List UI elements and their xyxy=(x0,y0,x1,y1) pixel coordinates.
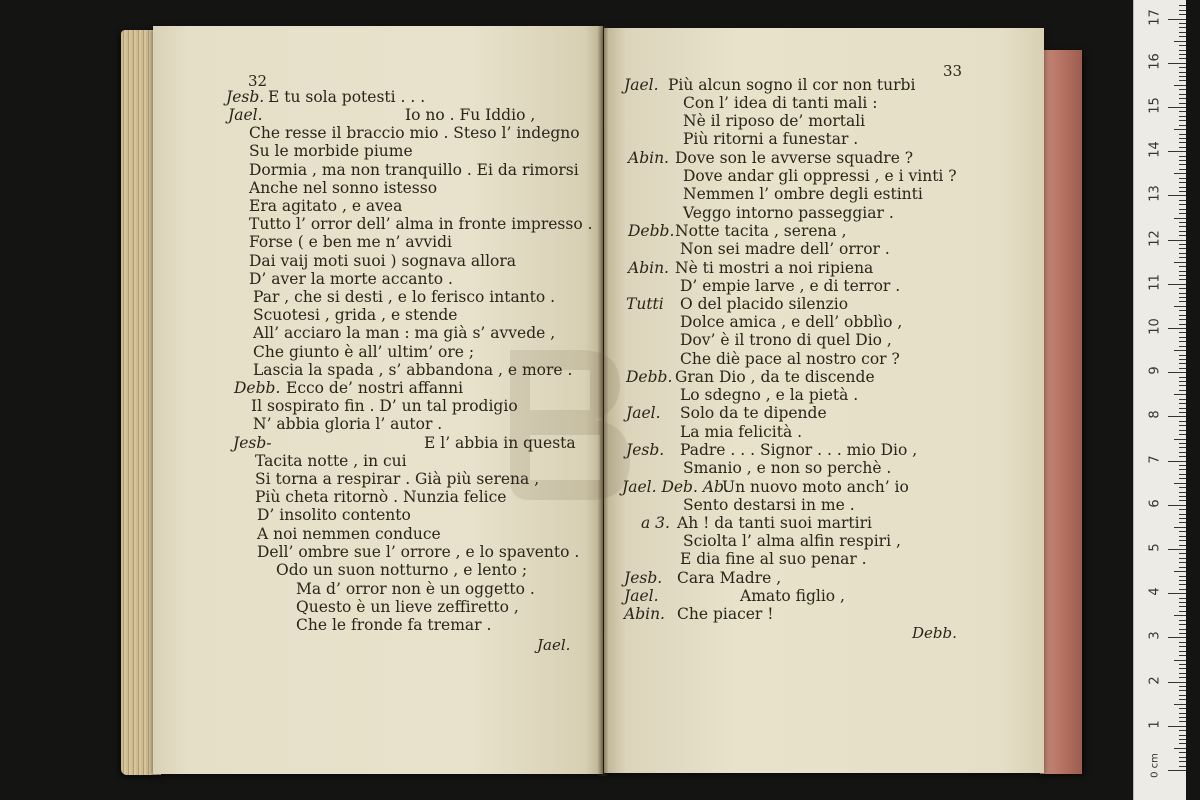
ruler-tick xyxy=(1179,713,1186,714)
verse-line: N’ abbia gloria l’ autor . xyxy=(253,415,443,433)
ruler-tick xyxy=(1168,63,1186,64)
ruler-tick xyxy=(1174,439,1186,440)
ruler-tick xyxy=(1179,346,1186,347)
ruler-tick xyxy=(1168,549,1186,550)
ruler-tick xyxy=(1179,492,1186,493)
right-page-number: 33 xyxy=(943,62,963,80)
ruler-number: 8 xyxy=(1147,410,1163,420)
verse-line: Dov’ è il trono di quel Dio , xyxy=(680,331,892,349)
verse-line: Ah ! da tanti suoi martiri xyxy=(677,514,872,532)
verse-line: Anche nel sonno istesso xyxy=(249,179,438,197)
ruler-tick xyxy=(1179,425,1186,426)
ruler-tick xyxy=(1179,156,1186,157)
ruler-tick xyxy=(1179,111,1186,112)
verse-line: Lo sdegno , e la pietà . xyxy=(680,386,859,404)
ruler-tick xyxy=(1179,368,1186,369)
ruler-tick xyxy=(1179,677,1186,678)
verse-line: Dolce amica , e dell’ obblìo , xyxy=(680,313,903,331)
ruler-tick xyxy=(1179,244,1186,245)
verse-line: Padre . . . Signor . . . mio Dio , xyxy=(680,441,918,459)
ruler-tick xyxy=(1179,293,1186,294)
ruler-tick xyxy=(1179,408,1186,409)
ruler-number: 14 xyxy=(1147,141,1163,158)
ruler-number: 17 xyxy=(1147,8,1163,26)
ruler-tick xyxy=(1179,98,1186,99)
ruler-tick xyxy=(1174,571,1186,572)
ruler-tick xyxy=(1168,461,1186,462)
ruler-tick xyxy=(1179,301,1186,302)
ruler-tick xyxy=(1179,730,1186,731)
ruler-tick xyxy=(1179,182,1186,183)
verse-line: All’ acciaro la man : ma già s’ avvede , xyxy=(253,324,556,342)
verse-line: Si torna a respirar . Già più serena , xyxy=(255,470,540,488)
ruler-tick xyxy=(1179,553,1186,554)
ruler-tick xyxy=(1179,735,1186,736)
book-cover-right xyxy=(1040,50,1082,774)
ruler-tick xyxy=(1168,593,1186,594)
ruler-tick xyxy=(1174,660,1186,661)
ruler-tick xyxy=(1179,465,1186,466)
ruler-tick xyxy=(1179,403,1186,404)
ruler-tick xyxy=(1179,642,1186,643)
ruler-tick xyxy=(1168,195,1186,196)
ruler-tick xyxy=(1179,598,1186,599)
verse-line: La mia felicità . xyxy=(680,423,803,441)
verse-line: A noi nemmen conduce xyxy=(257,525,441,543)
ruler-tick xyxy=(1179,522,1186,523)
ruler-tick xyxy=(1179,743,1186,744)
speaker-label: Debb. xyxy=(626,368,673,386)
ruler-number: 3 xyxy=(1147,631,1163,641)
ruler-number: 13 xyxy=(1147,185,1163,203)
verse-line: Dove son le avverse squadre ? xyxy=(675,149,914,167)
ruler-tick xyxy=(1179,45,1186,46)
ruler-tick xyxy=(1179,204,1186,205)
verse-line: Su le morbide piume xyxy=(249,142,413,160)
ruler-tick xyxy=(1179,288,1186,289)
ruler-tick xyxy=(1174,350,1186,351)
verse-line: Che piacer ! xyxy=(677,605,774,623)
ruler-tick xyxy=(1179,209,1186,210)
ruler-tick xyxy=(1179,50,1186,51)
ruler-tick xyxy=(1179,434,1186,435)
ruler-tick xyxy=(1179,602,1186,603)
verse-line: D’ insolito contento xyxy=(257,506,411,524)
ruler-tick xyxy=(1179,10,1186,11)
speaker-label: Jael. Deb. Ab. xyxy=(622,478,729,496)
verse-line: Era agitato , e avea xyxy=(249,197,403,215)
ruler-tick xyxy=(1179,36,1186,37)
verse-line: Che giunto è all’ ultim’ ore ; xyxy=(253,343,475,361)
ruler-tick xyxy=(1179,76,1186,77)
ruler-tick xyxy=(1179,235,1186,236)
verse-line: Con l’ idea di tanti mali : xyxy=(683,94,878,112)
ruler-tick xyxy=(1179,447,1186,448)
ruler-tick xyxy=(1179,32,1186,33)
ruler-tick xyxy=(1179,279,1186,280)
ruler-tick xyxy=(1179,142,1186,143)
ruler-tick xyxy=(1179,514,1186,515)
ruler-tick xyxy=(1179,58,1186,59)
verse-line: Dai vaij moti suoi ) sognava allora xyxy=(249,252,517,270)
ruler-tick xyxy=(1179,757,1186,758)
verse-line: Ecco de’ nostri affanni xyxy=(286,379,464,397)
verse-line: Sento destarsi in me . xyxy=(683,496,855,514)
ruler-tick xyxy=(1179,611,1186,612)
ruler-tick xyxy=(1174,615,1186,616)
speaker-label: Jael. xyxy=(624,587,659,605)
ruler-tick xyxy=(1179,690,1186,691)
ruler-tick xyxy=(1179,717,1186,718)
verse-line: Veggo intorno passeggiar . xyxy=(683,204,894,222)
verse-line: E l’ abbia in questa xyxy=(424,434,576,452)
ruler-tick xyxy=(1179,147,1186,148)
ruler-tick xyxy=(1179,695,1186,696)
ruler-tick xyxy=(1179,673,1186,674)
ruler-tick xyxy=(1174,527,1186,528)
ruler-tick xyxy=(1179,14,1186,15)
verse-line: Non sei madre dell’ orror . xyxy=(680,240,890,258)
ruler-tick xyxy=(1179,633,1186,634)
ruler-tick xyxy=(1179,103,1186,104)
ruler-tick xyxy=(1179,213,1186,214)
ruler-tick xyxy=(1179,478,1186,479)
verse-line: Più cheta ritornò . Nunzia felice xyxy=(255,488,507,506)
speaker-label: Abin. xyxy=(628,149,669,167)
ruler-tick xyxy=(1179,708,1186,709)
ruler-number: 10 xyxy=(1147,318,1163,335)
ruler-tick xyxy=(1179,624,1186,625)
verse-line: Più ritorni a funestar . xyxy=(683,130,859,148)
ruler-tick xyxy=(1179,120,1186,121)
verse-line: Un nuovo moto anch’ io xyxy=(722,478,909,496)
verse-line: Sciolta l’ alma alfin respiri , xyxy=(683,532,901,550)
ruler-tick xyxy=(1168,284,1186,285)
ruler-tick xyxy=(1179,319,1186,320)
ruler-tick xyxy=(1179,474,1186,475)
ruler-tick xyxy=(1168,372,1186,373)
ruler-tick xyxy=(1174,748,1186,749)
left-page-number: 32 xyxy=(248,72,268,90)
ruler-tick xyxy=(1179,324,1186,325)
ruler-tick xyxy=(1179,134,1186,135)
ruler-tick xyxy=(1179,377,1186,378)
ruler-tick xyxy=(1179,191,1186,192)
ruler-tick xyxy=(1179,456,1186,457)
ruler-tick xyxy=(1179,536,1186,537)
ruler-tick xyxy=(1179,589,1186,590)
ruler-tick xyxy=(1179,761,1186,762)
ruler-tick xyxy=(1179,399,1186,400)
verse-line: D’ aver la morte accanto . xyxy=(249,270,453,288)
ruler-number: 15 xyxy=(1147,97,1163,114)
ruler-tick xyxy=(1179,686,1186,687)
ruler-number: 12 xyxy=(1147,229,1163,247)
ruler-tick xyxy=(1179,178,1186,179)
verse-line: Smanio , e non so perchè . xyxy=(683,459,892,477)
ruler-tick xyxy=(1179,496,1186,497)
ruler-tick xyxy=(1179,452,1186,453)
ruler-tick xyxy=(1179,518,1186,519)
verse-line: Io no . Fu Iddio , xyxy=(405,106,536,124)
speaker-label: Tutti xyxy=(626,295,664,313)
ruler-tick xyxy=(1179,337,1186,338)
ruler-tick xyxy=(1179,752,1186,753)
book-gutter xyxy=(598,26,608,776)
ruler-tick xyxy=(1179,54,1186,55)
verse-line: E tu sola potesti . . . xyxy=(268,88,426,106)
ruler-tick xyxy=(1174,41,1186,42)
ruler-tick xyxy=(1179,558,1186,559)
ruler-tick xyxy=(1179,94,1186,95)
ruler-tick xyxy=(1179,341,1186,342)
ruler-tick xyxy=(1179,664,1186,665)
ruler-tick xyxy=(1179,655,1186,656)
ruler-tick xyxy=(1168,107,1186,108)
ruler-tick xyxy=(1168,328,1186,329)
verse-line: Tacita notte , in cui xyxy=(255,452,407,470)
ruler-tick xyxy=(1168,770,1186,771)
verse-line: Nè ti mostri a noi ripiena xyxy=(675,259,874,277)
ruler-tick xyxy=(1179,253,1186,254)
verse-line: Solo da te dipende xyxy=(680,404,827,422)
speaker-label: a 3. xyxy=(641,514,670,532)
verse-line: Questo è un lieve zeffiretto , xyxy=(296,598,519,616)
verse-line: Forse ( e ben me n’ avvidi xyxy=(249,233,453,251)
ruler-unit-label: 0 cm xyxy=(1149,753,1161,778)
ruler-tick xyxy=(1179,390,1186,391)
ruler-tick xyxy=(1174,483,1186,484)
left-catchword: Jael. xyxy=(537,636,571,654)
ruler-tick xyxy=(1179,540,1186,541)
speaker-label: Jael. xyxy=(228,106,263,124)
ruler-tick xyxy=(1179,359,1186,360)
ruler-tick xyxy=(1179,430,1186,431)
verse-line: Notte tacita , serena , xyxy=(675,222,847,240)
verse-line: Il sospirato fin . D’ un tal prodigio xyxy=(251,397,518,415)
ruler-tick xyxy=(1179,138,1186,139)
ruler-tick xyxy=(1179,443,1186,444)
speaker-label: Abin. xyxy=(624,605,665,623)
ruler-tick xyxy=(1168,240,1186,241)
ruler-tick xyxy=(1179,248,1186,249)
speaker-label: Jesb. xyxy=(226,88,265,106)
ruler-tick xyxy=(1179,576,1186,577)
ruler-number: 16 xyxy=(1147,53,1163,70)
verse-line: Che le fronde fa tremar . xyxy=(296,616,492,634)
ruler-tick xyxy=(1179,646,1186,647)
speaker-label: Debb. xyxy=(234,379,281,397)
ruler-tick xyxy=(1168,726,1186,727)
ruler-number: 2 xyxy=(1147,675,1163,685)
speaker-label: Jael. xyxy=(626,404,661,422)
ruler-tick xyxy=(1179,116,1186,117)
verse-line: Amato figlio , xyxy=(740,587,845,605)
ruler-tick xyxy=(1179,355,1186,356)
ruler-number: 1 xyxy=(1147,720,1163,729)
ruler-tick xyxy=(1179,381,1186,382)
ruler-tick xyxy=(1179,5,1186,6)
verse-line: E dia fine al suo penar . xyxy=(680,550,867,568)
speaker-label: Jesb- xyxy=(233,434,272,452)
verse-line: Cara Madre , xyxy=(677,569,782,587)
ruler-tick xyxy=(1179,699,1186,700)
speaker-label: Abin. xyxy=(628,259,669,277)
ruler-tick xyxy=(1179,739,1186,740)
verse-line: Odo un suon notturno , e lento ; xyxy=(276,561,528,579)
verse-line: Ma d’ orror non è un oggetto . xyxy=(296,580,535,598)
ruler-number: 7 xyxy=(1147,454,1163,464)
ruler-tick xyxy=(1179,187,1186,188)
ruler-tick xyxy=(1179,531,1186,532)
ruler-tick xyxy=(1179,469,1186,470)
ruler-tick xyxy=(1179,27,1186,28)
right-catchword: Debb. xyxy=(912,624,957,642)
ruler-number: 4 xyxy=(1147,587,1163,596)
ruler-number: 6 xyxy=(1147,499,1163,508)
ruler-tick xyxy=(1179,629,1186,630)
measurement-ruler xyxy=(1133,0,1186,800)
ruler-tick xyxy=(1179,315,1186,316)
speaker-label: Jesb. xyxy=(626,441,665,459)
ruler-tick xyxy=(1168,19,1186,20)
verse-line: Tutto l’ orror dell’ alma in fronte impresso . xyxy=(249,215,593,233)
ruler-tick xyxy=(1174,85,1186,86)
ruler-tick xyxy=(1174,262,1186,263)
ruler-tick xyxy=(1168,682,1186,683)
ruler-tick xyxy=(1179,275,1186,276)
ruler-tick xyxy=(1174,306,1186,307)
verse-line: Scuotesi , grida , e stende xyxy=(253,306,458,324)
ruler-tick xyxy=(1179,160,1186,161)
verse-line: Che resse il braccio mio . Steso l’ indegno xyxy=(249,124,580,142)
ruler-tick xyxy=(1179,363,1186,364)
ruler-number: 11 xyxy=(1147,274,1163,291)
speaker-label: Jael. xyxy=(624,76,659,94)
ruler-tick xyxy=(1168,416,1186,417)
ruler-tick xyxy=(1179,332,1186,333)
verse-line: Nemmen l’ ombre degli estinti xyxy=(683,185,923,203)
ruler-tick xyxy=(1179,509,1186,510)
ruler-tick xyxy=(1179,169,1186,170)
ruler-tick xyxy=(1179,421,1186,422)
ruler-tick xyxy=(1179,89,1186,90)
ruler-tick xyxy=(1179,500,1186,501)
ruler-tick xyxy=(1179,562,1186,563)
ruler-tick xyxy=(1179,580,1186,581)
ruler-tick xyxy=(1174,173,1186,174)
verse-line: O del placido silenzio xyxy=(680,295,849,313)
ruler-tick xyxy=(1168,151,1186,152)
ruler-tick xyxy=(1179,567,1186,568)
verse-line: Nè il riposo de’ mortali xyxy=(683,112,866,130)
ruler-tick xyxy=(1179,164,1186,165)
ruler-tick xyxy=(1179,23,1186,24)
ruler-tick xyxy=(1179,310,1186,311)
ruler-tick xyxy=(1179,584,1186,585)
ruler-tick xyxy=(1179,271,1186,272)
verse-line: Più alcun sogno il cor non turbi xyxy=(668,76,916,94)
ruler-tick xyxy=(1179,606,1186,607)
ruler-tick xyxy=(1179,222,1186,223)
ruler-tick xyxy=(1174,704,1186,705)
ruler-number: 5 xyxy=(1147,543,1163,552)
ruler-tick xyxy=(1179,721,1186,722)
ruler-tick xyxy=(1179,668,1186,669)
verse-line: Lascia la spada , s’ abbandona , e more . xyxy=(253,361,573,379)
ruler-tick xyxy=(1179,487,1186,488)
ruler-tick xyxy=(1174,218,1186,219)
ruler-tick xyxy=(1174,394,1186,395)
verse-line: Che diè pace al nostro cor ? xyxy=(680,350,900,368)
verse-line: Gran Dio , da te discende xyxy=(675,368,875,386)
ruler-tick xyxy=(1179,545,1186,546)
speaker-label: Jesb. xyxy=(624,569,663,587)
verse-line: Par , che si desti , e lo ferisco intanto . xyxy=(253,288,556,306)
verse-line: D’ empie larve , e di terror . xyxy=(680,277,901,295)
ruler-tick xyxy=(1179,651,1186,652)
ruler-tick xyxy=(1179,385,1186,386)
ruler-tick xyxy=(1179,297,1186,298)
ruler-tick xyxy=(1174,129,1186,130)
ruler-number: 9 xyxy=(1147,366,1163,375)
ruler-tick xyxy=(1179,67,1186,68)
ruler-tick xyxy=(1179,412,1186,413)
ruler-tick xyxy=(1179,72,1186,73)
ruler-tick xyxy=(1179,266,1186,267)
ruler-tick xyxy=(1179,226,1186,227)
ruler-tick xyxy=(1179,80,1186,81)
ruler-tick xyxy=(1179,231,1186,232)
verse-line: Dell’ ombre sue l’ orrore , e lo spavento . xyxy=(257,543,580,561)
verse-line: Dormia , ma non tranquillo . Ei da rimorsi xyxy=(249,161,579,179)
ruler-tick xyxy=(1179,620,1186,621)
ruler-tick xyxy=(1179,257,1186,258)
ruler-tick xyxy=(1179,200,1186,201)
ruler-tick xyxy=(1168,505,1186,506)
ruler-tick xyxy=(1179,766,1186,767)
ruler-tick xyxy=(1179,125,1186,126)
speaker-label: Debb. xyxy=(628,222,675,240)
verse-line: Dove andar gli oppressi , e i vinti ? xyxy=(683,167,957,185)
ruler-tick xyxy=(1168,637,1186,638)
